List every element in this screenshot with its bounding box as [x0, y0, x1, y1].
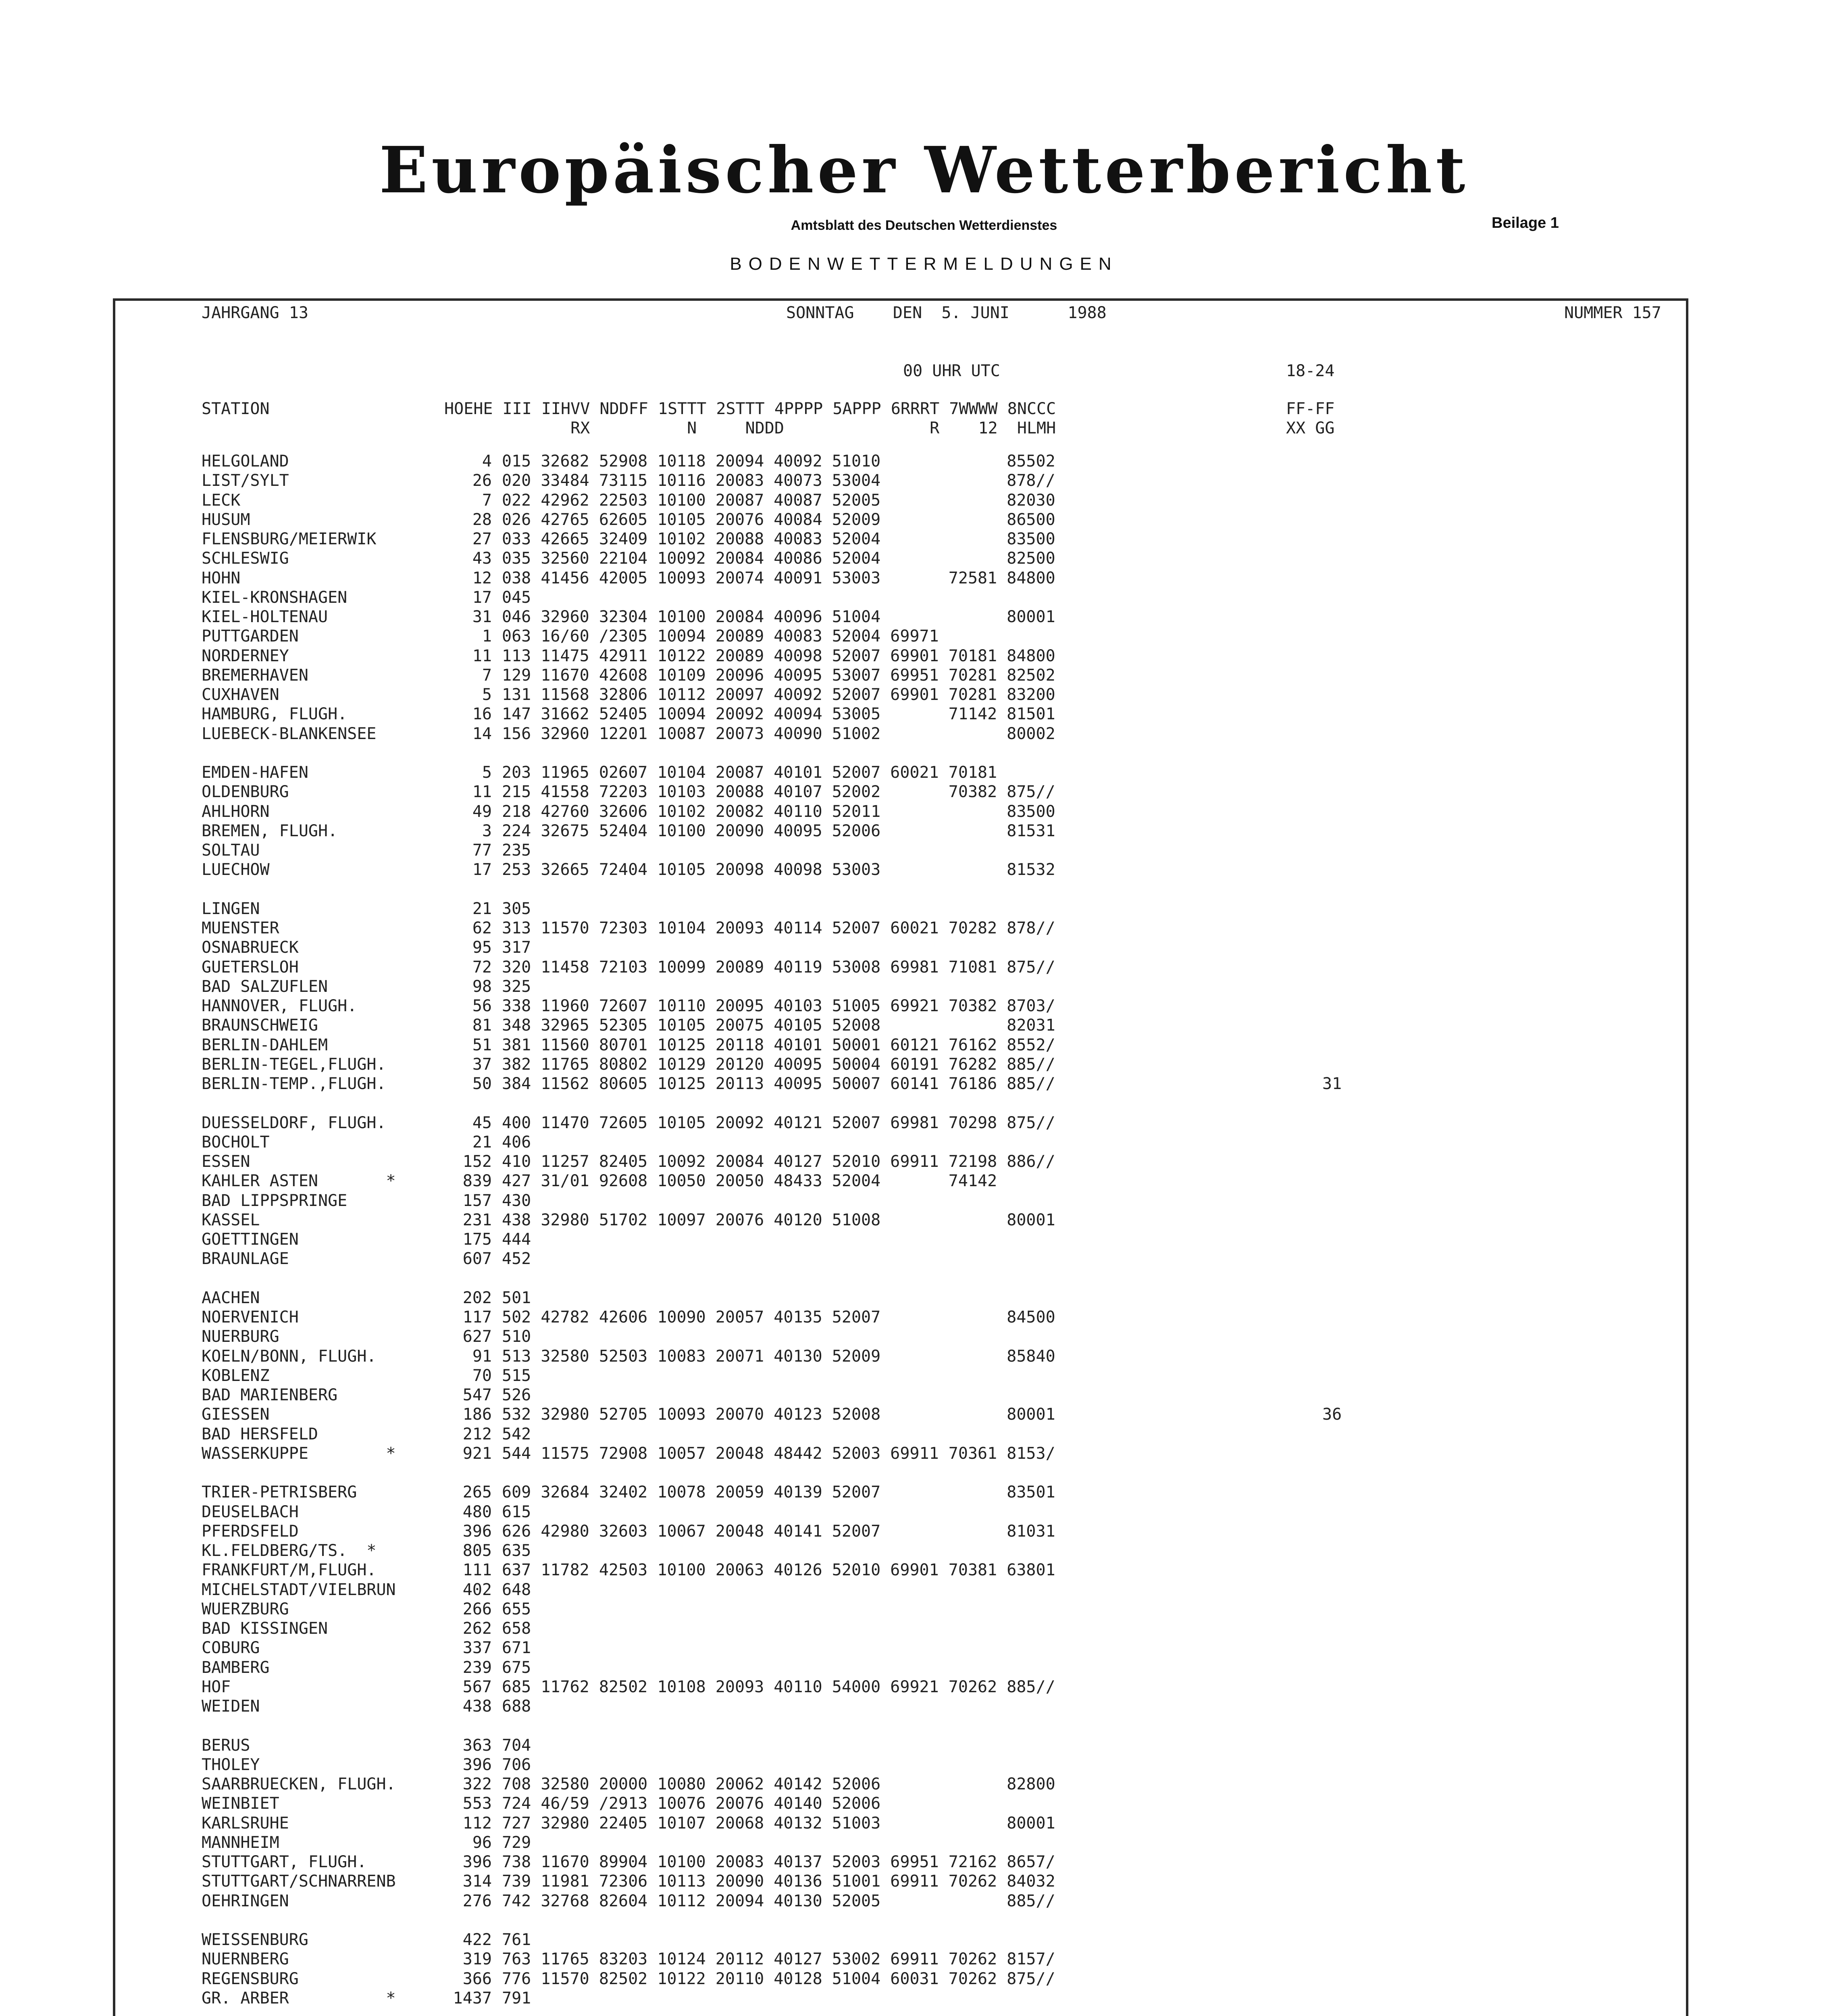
station-height: 396: [462, 1522, 492, 1541]
station-codes: 724 46/59 /2913 10076 20076 40140 52006: [502, 1794, 881, 1813]
station-name: GUETERSLOH: [202, 958, 299, 977]
station-height: 363: [462, 1736, 492, 1755]
station-height: 262: [462, 1619, 492, 1638]
station-codes: 203 11965 02607 10104 20087 40101 52007 60021 70181: [502, 763, 997, 782]
station-height: 805: [462, 1541, 492, 1560]
station-name: PUTTGARDEN: [202, 627, 299, 646]
station-codes: 742 32768 82604 10112 20094 40130 52005 885//: [502, 1892, 1055, 1910]
station-codes: 501: [502, 1289, 531, 1307]
station-codes: 015 32682 52908 10118 20094 40092 51010 85502: [502, 452, 1055, 471]
station-codes: 320 11458 72103 10099 20089 40119 53008 69981 71081 875//: [502, 958, 1055, 977]
station-height: 72: [472, 958, 492, 977]
station-codes: 325: [502, 977, 531, 996]
station-codes: 637 11782 42503 10100 20063 40126 52010 69901 70381 63801: [502, 1561, 1055, 1579]
station-name: NORDERNEY: [202, 647, 289, 665]
station-height: 45: [472, 1114, 492, 1132]
station-name: STUTTGART, FLUGH.: [202, 1853, 367, 1871]
station-name: KARLSRUHE: [202, 1814, 289, 1833]
station-height: 51: [472, 1036, 492, 1054]
station-codes: 147 31662 52405 10094 20092 40094 53005 71142 81501: [502, 705, 1055, 723]
station-height: 553: [462, 1794, 492, 1813]
station-name: BREMEN, FLUGH.: [202, 822, 338, 840]
station-codes: 729: [502, 1833, 531, 1852]
station-name: WEIDEN: [202, 1697, 260, 1716]
station-height: 7: [482, 666, 492, 685]
station-codes: 532 32980 52705 10093 20070 40123 52008 80001: [502, 1405, 1055, 1424]
station-codes: 430: [502, 1191, 531, 1210]
station-codes: 317: [502, 938, 531, 957]
station-height: 366: [462, 1970, 492, 1988]
station-name: HOF: [202, 1678, 231, 1696]
station-codes: 224 32675 52404 10100 20090 40095 52006 81531: [502, 822, 1055, 840]
supplement-label: Beilage 1: [1492, 215, 1559, 231]
station-name: WASSERKUPPE *: [202, 1444, 396, 1463]
station-name: WEINBIET: [202, 1794, 279, 1813]
station-codes: 113 11475 42911 10122 20089 40098 52007 69901 70181 84800: [502, 647, 1055, 665]
column-header-2: RX N NDDD R 12 HLMH: [202, 419, 1056, 437]
station-codes: 382 11765 80802 10129 20120 40095 50004 60191 76282 885//: [502, 1055, 1055, 1074]
station-codes: 510: [502, 1327, 531, 1346]
max-wind-value: 31: [1322, 1075, 1342, 1093]
station-codes: 502 42782 42606 10090 20057 40135 52007 84500: [502, 1308, 1055, 1327]
station-codes: 675: [502, 1658, 531, 1677]
station-height: 27: [472, 530, 492, 548]
station-codes: 688: [502, 1697, 531, 1716]
station-height: 402: [462, 1581, 492, 1599]
station-name: BAD KISSINGEN: [202, 1619, 328, 1638]
station-name: WEISSENBURG: [202, 1931, 308, 1949]
station-height: 337: [462, 1639, 492, 1657]
station-height: 314: [462, 1872, 492, 1891]
station-height: 157: [462, 1191, 492, 1210]
station-name: SOLTAU: [202, 841, 260, 860]
station-name: KOELN/BONN, FLUGH.: [202, 1347, 377, 1366]
station-codes: 609 32684 32402 10078 20059 40139 52007 83501: [502, 1483, 1055, 1502]
station-name: KIEL-HOLTENAU: [202, 608, 328, 626]
station-name: GOETTINGEN: [202, 1230, 299, 1249]
station-name: AACHEN: [202, 1289, 260, 1307]
station-name: THOLEY: [202, 1756, 260, 1774]
station-height: 396: [462, 1853, 492, 1871]
station-name: HELGOLAND: [202, 452, 289, 471]
station-height: 239: [462, 1658, 492, 1677]
station-name: MANNHEIM: [202, 1833, 279, 1852]
station-codes: 045: [502, 588, 531, 607]
station-height: 4: [482, 452, 492, 471]
station-name: NUERNBERG: [202, 1950, 289, 1968]
station-codes: 706: [502, 1756, 531, 1774]
station-height: 21: [472, 900, 492, 918]
station-codes: 313 11570 72303 10104 20093 40114 52007 60021 70282 878//: [502, 919, 1055, 937]
station-name: SAARBRUECKEN, FLUGH.: [202, 1775, 396, 1793]
station-height: 5: [482, 685, 492, 704]
station-name: OEHRINGEN: [202, 1892, 289, 1910]
station-height: 319: [462, 1950, 492, 1968]
station-height: 547: [462, 1386, 492, 1404]
station-name: KASSEL: [202, 1211, 260, 1229]
station-height: 567: [462, 1678, 492, 1696]
station-height: 31: [472, 608, 492, 626]
station-name: BAD HERSFELD: [202, 1425, 318, 1443]
station-codes: 671: [502, 1639, 531, 1657]
station-height: 266: [462, 1600, 492, 1618]
station-name: WUERZBURG: [202, 1600, 289, 1618]
station-codes: 708 32580 20000 10080 20062 40142 52006 82800: [502, 1775, 1055, 1793]
station-height: 81: [472, 1016, 492, 1035]
column-header-ff: FF-FF: [1286, 400, 1335, 418]
station-height: 26: [472, 471, 492, 490]
station-codes: 381 11560 80701 10125 20118 40101 50001 60121 76162 8552/: [502, 1036, 1055, 1054]
station-name: ESSEN: [202, 1152, 250, 1171]
station-height: 91: [472, 1347, 492, 1366]
station-codes: 063 16/60 /2305 10094 20089 40083 52004 69971: [502, 627, 939, 646]
station-name: GIESSEN: [202, 1405, 270, 1424]
station-name: LIST/SYLT: [202, 471, 289, 490]
station-name: PFERDSFELD: [202, 1522, 299, 1541]
station-height: 16: [472, 705, 492, 723]
station-height: 231: [462, 1211, 492, 1229]
station-codes: 215 41558 72203 10103 20088 40107 52002 70382 875//: [502, 783, 1055, 801]
station-height: 70: [472, 1366, 492, 1385]
station-name: OLDENBURG: [202, 783, 289, 801]
station-name: KOBLENZ: [202, 1366, 270, 1385]
station-codes: 776 11570 82502 10122 20110 40128 51004 60031 70262 875//: [502, 1970, 1055, 1988]
section-heading: BODENWETTERMELDUNGEN: [730, 254, 1118, 274]
station-codes: 131 11568 32806 10112 20097 40092 52007 69901 70281 83200: [502, 685, 1055, 704]
station-height: 438: [462, 1697, 492, 1716]
station-height: 50: [472, 1075, 492, 1093]
station-codes: 338 11960 72607 10110 20095 40103 51005 69921 70382 8703/: [502, 997, 1055, 1015]
page-subtitle: Amtsblatt des Deutschen Wetterdienstes: [791, 218, 1057, 233]
station-codes: 253 32665 72404 10105 20098 40098 53003 81532: [502, 860, 1055, 879]
station-height: 95: [472, 938, 492, 957]
station-codes: 658: [502, 1619, 531, 1638]
station-name: COBURG: [202, 1639, 260, 1657]
station-name: BAMBERG: [202, 1658, 270, 1677]
column-header-1: STATION HOEHE III IIHVV NDDFF 1STTT 2STTT 4PPPP 5APPP 6RRRT 7WWWW 8NCCC: [202, 400, 1056, 418]
station-name: CUXHAVEN: [202, 685, 279, 704]
station-height: 396: [462, 1756, 492, 1774]
station-codes: 218 42760 32606 10102 20082 40110 52011 83500: [502, 802, 1055, 821]
station-codes: 685 11762 82502 10108 20093 40110 54000 69921 70262 885//: [502, 1678, 1055, 1696]
station-name: HUSUM: [202, 510, 250, 529]
station-height: 96: [472, 1833, 492, 1852]
station-name: BAD MARIENBERG: [202, 1386, 338, 1404]
station-height: 422: [462, 1931, 492, 1949]
station-name: LUEBECK-BLANKENSEE: [202, 725, 377, 743]
station-codes: 022 42962 22503 10100 20087 40087 52005 82030: [502, 491, 1055, 510]
station-height: 111: [462, 1561, 492, 1579]
station-height: 202: [462, 1289, 492, 1307]
issue-number: NUMMER 157: [1564, 304, 1661, 322]
station-name: KIEL-KRONSHAGEN: [202, 588, 348, 607]
station-height: 49: [472, 802, 492, 821]
station-height: 112: [462, 1814, 492, 1833]
station-codes: 791: [502, 1989, 531, 2008]
station-name: KL.FELDBERG/TS. *: [202, 1541, 377, 1560]
station-codes: 704: [502, 1736, 531, 1755]
station-name: MUENSTER: [202, 919, 279, 937]
station-name: REGENSBURG: [202, 1970, 299, 1988]
period-label: 18-24: [1286, 362, 1335, 380]
station-height: 37: [472, 1055, 492, 1074]
jahrgang-label: JAHRGANG 13: [202, 304, 308, 322]
station-name: HAMBURG, FLUGH.: [202, 705, 348, 723]
station-codes: 406: [502, 1133, 531, 1152]
station-codes: 648: [502, 1581, 531, 1599]
station-height: 212: [462, 1425, 492, 1443]
observation-time: 00 UHR UTC: [903, 362, 1000, 380]
station-codes: 438 32980 51702 10097 20076 40120 51008 80001: [502, 1211, 1055, 1229]
max-wind-value: 36: [1322, 1405, 1342, 1424]
station-height: 7: [482, 491, 492, 510]
station-name: KAHLER ASTEN *: [202, 1172, 396, 1190]
station-height: 98: [472, 977, 492, 996]
station-codes: 763 11765 83203 10124 20112 40127 53002 69911 70262 8157/: [502, 1950, 1055, 1968]
station-codes: 727 32980 22405 10107 20068 40132 51003 80001: [502, 1814, 1055, 1833]
station-name: BRAUNLAGE: [202, 1250, 289, 1268]
station-codes: 410 11257 82405 10092 20084 40127 52010 69911 72198 886//: [502, 1152, 1055, 1171]
station-name: OSNABRUECK: [202, 938, 299, 957]
station-codes: 544 11575 72908 10057 20048 48442 52003 69911 70361 8153/: [502, 1444, 1055, 1463]
station-name: LINGEN: [202, 900, 260, 918]
report-date: SONNTAG DEN 5. JUNI 1988: [786, 304, 1107, 322]
station-height: 77: [472, 841, 492, 860]
station-codes: 615: [502, 1503, 531, 1521]
station-height: 921: [462, 1444, 492, 1463]
station-codes: 020 33484 73115 10116 20083 40073 53004 878//: [502, 471, 1055, 490]
station-name: AHLHORN: [202, 802, 270, 821]
page-title: Europäischer Wetterbericht: [379, 133, 1469, 208]
column-header-xx: XX GG: [1286, 419, 1335, 437]
station-height: 265: [462, 1483, 492, 1502]
station-codes: 038 41456 42005 10093 20074 40091 53003 72581 84800: [502, 569, 1055, 587]
station-name: FLENSBURG/MEIERWIK: [202, 530, 377, 548]
station-name: BERLIN-TEGEL,FLUGH.: [202, 1055, 386, 1074]
station-height: 56: [472, 997, 492, 1015]
station-height: 14: [472, 725, 492, 743]
station-height: 627: [462, 1327, 492, 1346]
station-codes: 305: [502, 900, 531, 918]
station-codes: 156 32960 12201 10087 20073 40090 51002 80002: [502, 725, 1055, 743]
station-name: BERLIN-DAHLEM: [202, 1036, 328, 1054]
station-name: SCHLESWIG: [202, 549, 289, 568]
station-codes: 739 11981 72306 10113 20090 40136 51001 69911 70262 84032: [502, 1872, 1055, 1891]
station-codes: 129 11670 42608 10109 20096 40095 53007 69951 70281 82502: [502, 666, 1055, 685]
station-codes: 515: [502, 1366, 531, 1385]
station-codes: 526: [502, 1386, 531, 1404]
station-name: NUERBURG: [202, 1327, 279, 1346]
station-name: DEUSELBACH: [202, 1503, 299, 1521]
station-name: BAD LIPPSPRINGE: [202, 1191, 348, 1210]
station-name: BERLIN-TEMP.,FLUGH.: [202, 1075, 386, 1093]
station-name: EMDEN-HAFEN: [202, 763, 308, 782]
station-codes: 655: [502, 1600, 531, 1618]
station-height: 12: [472, 569, 492, 587]
station-height: 62: [472, 919, 492, 937]
station-name: GR. ARBER *: [202, 1989, 396, 2008]
station-name: STUTTGART/SCHNARRENB: [202, 1872, 396, 1891]
station-codes: 542: [502, 1425, 531, 1443]
station-height: 175: [462, 1230, 492, 1249]
station-codes: 026 42765 62605 10105 20076 40084 52009 86500: [502, 510, 1055, 529]
station-name: LECK: [202, 491, 241, 510]
station-codes: 738 11670 89904 10100 20083 40137 52003 69951 72162 8657/: [502, 1853, 1055, 1871]
station-codes: 033 42665 32409 10102 20088 40083 52004 83500: [502, 530, 1055, 548]
station-name: BAD SALZUFLEN: [202, 977, 328, 996]
station-codes: 427 31/01 92608 10050 20050 48433 52004 74142: [502, 1172, 997, 1190]
station-codes: 444: [502, 1230, 531, 1249]
station-codes: 513 32580 52503 10083 20071 40130 52009 85840: [502, 1347, 1055, 1366]
station-codes: 452: [502, 1250, 531, 1268]
station-name: MICHELSTADT/VIELBRUN: [202, 1581, 396, 1599]
station-height: 5: [482, 763, 492, 782]
station-height: 607: [462, 1250, 492, 1268]
station-name: HOHN: [202, 569, 241, 587]
station-height: 152: [462, 1152, 492, 1171]
station-name: DUESSELDORF, FLUGH.: [202, 1114, 386, 1132]
station-codes: 348 32965 52305 10105 20075 40105 52008 82031: [502, 1016, 1055, 1035]
station-height: 28: [472, 510, 492, 529]
station-codes: 235: [502, 841, 531, 860]
station-codes: 384 11562 80605 10125 20113 40095 50007 60141 76186 885//: [502, 1075, 1055, 1093]
station-height: 17: [472, 588, 492, 607]
station-codes: 761: [502, 1931, 531, 1949]
station-name: LUECHOW: [202, 860, 270, 879]
station-name: BOCHOLT: [202, 1133, 270, 1152]
station-name: TRIER-PETRISBERG: [202, 1483, 357, 1502]
station-height: 839: [462, 1172, 492, 1190]
station-height: 43: [472, 549, 492, 568]
station-height: 322: [462, 1775, 492, 1793]
station-height: 276: [462, 1892, 492, 1910]
station-codes: 046 32960 32304 10100 20084 40096 51004 80001: [502, 608, 1055, 626]
station-height: 117: [462, 1308, 492, 1327]
station-height: 186: [462, 1405, 492, 1424]
station-height: 21: [472, 1133, 492, 1152]
station-codes: 626 42980 32603 10067 20048 40141 52007 81031: [502, 1522, 1055, 1541]
station-height: 17: [472, 860, 492, 879]
station-name: FRANKFURT/M,FLUGH.: [202, 1561, 377, 1579]
station-height: 11: [472, 783, 492, 801]
station-height: 1: [482, 627, 492, 646]
station-name: BERUS: [202, 1736, 250, 1755]
station-height: 480: [462, 1503, 492, 1521]
station-name: BREMERHAVEN: [202, 666, 308, 685]
station-name: HANNOVER, FLUGH.: [202, 997, 357, 1015]
station-height: 1437: [453, 1989, 492, 2008]
station-name: BRAUNSCHWEIG: [202, 1016, 318, 1035]
station-name: NOERVENICH: [202, 1308, 299, 1327]
station-codes: 400 11470 72605 10105 20092 40121 52007 69981 70298 875//: [502, 1114, 1055, 1132]
station-height: 3: [482, 822, 492, 840]
station-height: 11: [472, 647, 492, 665]
station-codes: 635: [502, 1541, 531, 1560]
station-codes: 035 32560 22104 10092 20084 40086 52004 82500: [502, 549, 1055, 568]
